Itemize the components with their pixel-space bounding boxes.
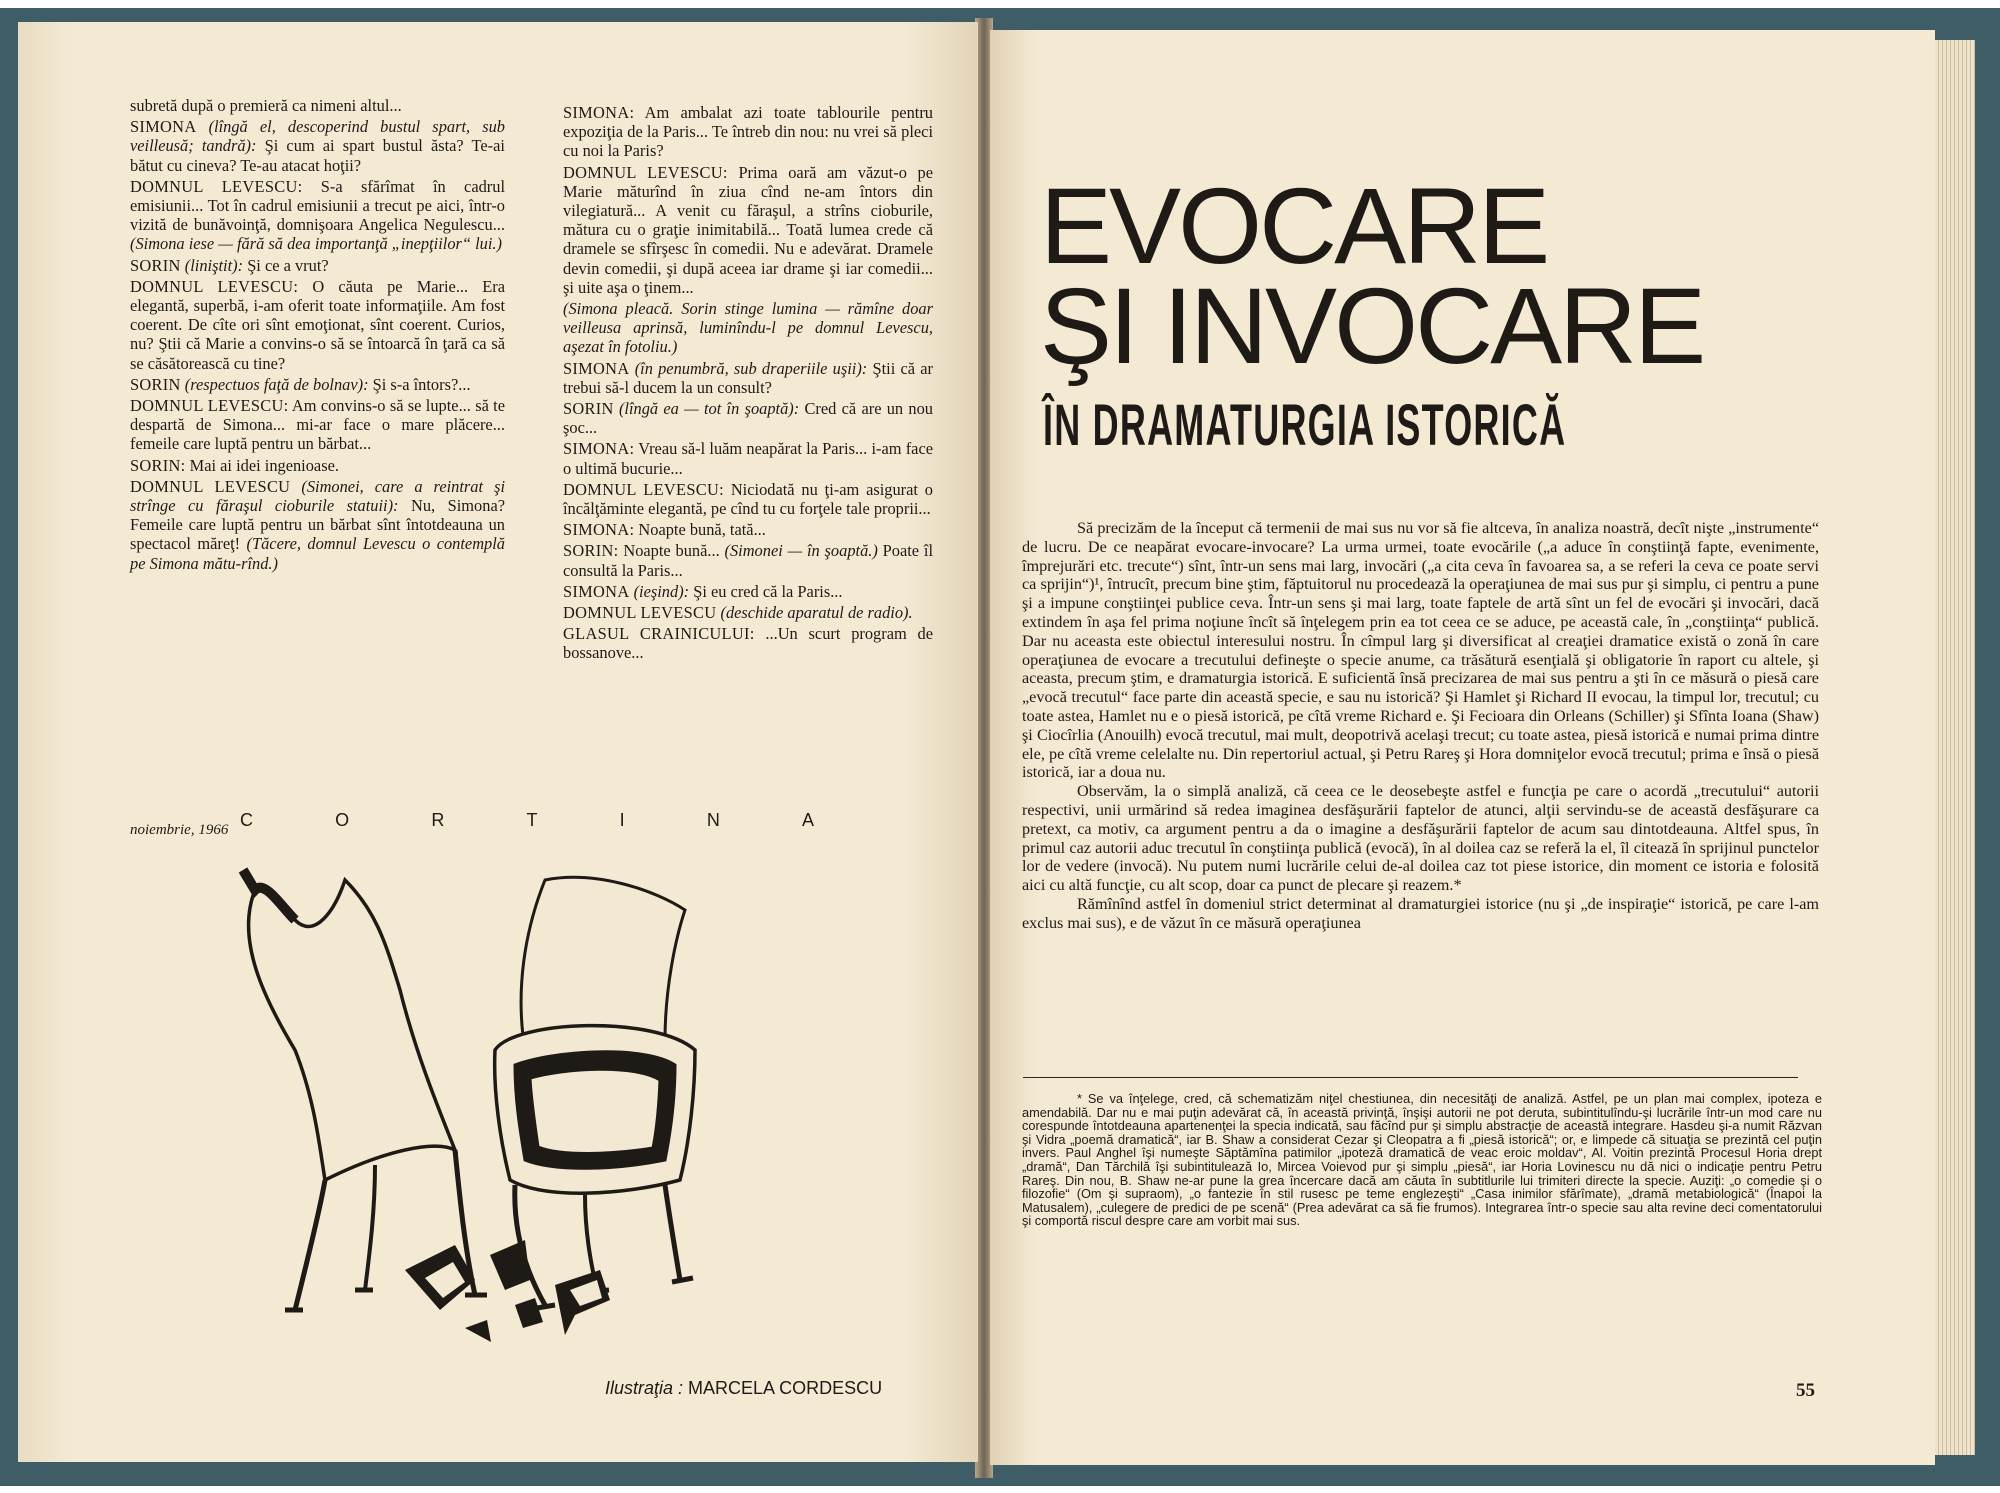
dialogue-text: Am convins-o să se lupte... să te despartă de Simona... mi-ar face o mare plăcere... femeile care luptă pentru un bărbat... bbox=[130, 396, 506, 454]
dialogue-line bbox=[563, 603, 933, 622]
speaker-name: DOMNUL LEVESCU: bbox=[130, 276, 299, 296]
dialogue-text: Am ambalat azi toate tablourile pentru expoziţia de la Paris... Te întreb din nou: nu vrei să pleci cu noi la Paris? bbox=[563, 103, 933, 161]
stage-direction: (Tăcere, domnul Levescu o contemplă pe Simona mătu-rînd.) bbox=[130, 534, 505, 573]
speaker-name: SORIN bbox=[130, 374, 181, 394]
date-line: noiembrie, 1966 bbox=[130, 822, 229, 838]
stage-direction: (în penumbră, sub draperiile uşii): bbox=[634, 358, 868, 378]
dialogue-line bbox=[130, 456, 505, 475]
speaker-name: DOMNUL LEVESCU: bbox=[563, 162, 728, 182]
speaker-name: DOMNUL LEVESCU: bbox=[130, 176, 303, 196]
cortina-letter: N bbox=[706, 810, 721, 830]
dialogue-text: subretă după o premieră ca nimeni altul... bbox=[130, 96, 402, 115]
dialogue-text: Şi ce a vrut? bbox=[247, 255, 329, 275]
dialogue-line bbox=[563, 541, 933, 579]
dialogue-line bbox=[563, 439, 933, 477]
stage-direction: (Simonei — în şoaptă.) bbox=[724, 541, 878, 561]
speaker-name: SIMONA bbox=[563, 358, 630, 378]
dialogue-line bbox=[563, 624, 933, 662]
speaker-name: DOMNUL LEVESCU bbox=[130, 476, 291, 496]
play-text-column-1 bbox=[130, 96, 505, 575]
dialogue-text: Ştii că ar trebui să-l ducem la un consult? bbox=[563, 358, 933, 397]
stage-direction: (lîngă ea — tot în şoaptă): bbox=[618, 399, 800, 419]
dialogue-text: Noapte bună, tată... bbox=[638, 520, 766, 540]
speaker-name: SIMONA: bbox=[563, 103, 635, 122]
left-chair bbox=[243, 870, 487, 1310]
dialogue-text: Vreau să-l luăm neapărat la Paris... i-am face o ultimă bucurie... bbox=[563, 439, 934, 478]
dialogue-line bbox=[563, 103, 933, 161]
article-paragraph: Observăm, la o simplă analiză, că ceea ce le deosebeşte astfel e funcţia pe care o acordă „trecutului“ autorii respectivi, unii urmărind să redea imaginea desfăşurării faptelor de atunci, alţii servindu-se de această desfăşurare ca pretext, ca motiv, ca argument pentru a da o imagine a desfăşurării faptelor de acum sau dintotdeauna. Altfel spus, în primul caz autorii aduc trecutul în conştiinţa publică (evocă), în al doilea caz se referă la el, îl citează în sprijinul punctelor lor de vedere (invocă). Nu putem numi lucrările celui de-al doilea caz tot piese istorice, din moment ce istoria e folosită aici cu altă funcţie, cu alt scop, doar ca punct de plecare şi reazem.* bbox=[1022, 782, 1819, 895]
dialogue-line bbox=[130, 256, 505, 275]
credit-label: Ilustraţia : bbox=[605, 1378, 684, 1398]
article-paragraph: Rămînînd astfel în domeniul strict determinat al dramaturgiei istorice (nu şi „de inspiraţie“ istorică, pe care l-am exclus mai sus), e de văzut în ce măsură operaţiunea bbox=[1022, 894, 1819, 932]
speaker-name: GLASUL CRAINICULUI: bbox=[563, 624, 755, 644]
credit-name: MARCELA CORDESCU bbox=[688, 1378, 883, 1398]
speaker-name: SIMONA: bbox=[563, 439, 635, 459]
speaker-name: SORIN: bbox=[563, 541, 619, 561]
dialogue-line bbox=[130, 375, 505, 394]
dialogue-line bbox=[563, 520, 933, 539]
stage-direction: (Simona pleacă. Sorin stinge lumina — rămîne doar veilleusa aprinsă, luminîndu-l pe domnul Levescu, aşezat în fotoliu.) bbox=[563, 299, 933, 357]
dialogue-line bbox=[130, 117, 505, 175]
cortina-spaced bbox=[240, 810, 815, 831]
stage-direction: (Simona iese — fără să dea importanţă „inepţiilor“ lui.) bbox=[130, 234, 502, 254]
dialogue-line bbox=[563, 582, 933, 601]
speaker-name: SORIN: bbox=[130, 455, 186, 475]
dialogue-line bbox=[130, 477, 505, 573]
speaker-name: SIMONA bbox=[563, 581, 630, 601]
dialogue-text: Şi s-a întors?... bbox=[372, 374, 471, 394]
stage-direction: (deschide aparatul de radio). bbox=[720, 603, 913, 623]
footnote bbox=[1022, 1092, 1822, 1228]
dialogue-line bbox=[563, 399, 933, 437]
article-title-line-1: EVOCARE bbox=[1040, 165, 1548, 286]
dialogue-text: S-a sfărîmat în cadrul emisiunii... Tot în cadrul emisiunii a trecut pe aici, într-o vizită de bunăvoinţă, domnişoara Angelica Negulescu... bbox=[130, 176, 506, 235]
dialogue-text: O căuta pe Marie... Era elegantă, superbă, i-am oferit toate informaţiile. Am fost coerent. De cîte ori sînt emoţionat, sînt coerent. Curios, nu? Ştii că Marie a convins-o să se întoarcă în ţară ca să se căsătorească cu tine? bbox=[130, 276, 506, 373]
cortina-letter: O bbox=[335, 810, 351, 830]
dialogue-text: Cred că are un nou şoc... bbox=[563, 399, 933, 438]
cortina-letter: A bbox=[801, 810, 815, 830]
dialogue-line bbox=[130, 96, 505, 115]
stage-direction: (respectuos faţă de bolnav): bbox=[184, 374, 369, 394]
speaker-name: SIMONA: bbox=[563, 520, 635, 540]
stage-direction: (lîngă el, descoperind bustul spart, sub veilleusă; tandră): bbox=[130, 117, 505, 156]
stage-direction: (liniştit): bbox=[184, 255, 244, 275]
footnote-text: * Se va înţelege, cred, că schematizăm niţel chestiunea, din necesităţi de analiză. Astfel, pe un plan mai complex, ipoteza e amendabilă. Dar nu e mai puţin adevărat că, în această privinţă, înşişi autorii ne pot deruta, subintitulîndu-şi lucrările într-un mod care nu corespunde întotdeauna apartenenţei la specia indicată, sau făcînd pur şi simplu abstracţie de această integrare. Hasdeu şi-a numit Răzvan şi Vidra „poemă dramatică“, iar B. Shaw a considerat Cezar şi Cleopatra a fi „piesă istorică“; or, e limpede că situaţia se prezintă cel puţin invers. Paul Anghel îşi numeşte Săptămîna patimilor „ipoteză dramatică de veac eroic moldav“, Al. Voitin prezintă Procesul Horia drept „dramă“, Dan Tărchilă îşi subintitulează Io, Mircea Voievod pur şi simplu „piesă“, iar Horia Lovinescu nu dă nici o indicaţie pentru Petru Rareş. Din nou, B. Shaw ne-ar pune la grea încercare dacă am căuta în subtitlurile lui trimiteri directe la specie. Auziţi: „o comedie şi o filozofie“ (Om şi supraom), „o fantezie în stil rusesc pe teme englezeşti“ „Casa inimilor sfărîmate), „dramă metabiologică“ (Înapoi la Matusalem), „culegere de predici de pe scenă“ (Prea adevărat ca să fie frumos). Integrarea într-o specie sau alta revine deci comentatorului şi comportă riscul despre care am vorbit mai sus. bbox=[1022, 1091, 1822, 1229]
dialogue-text: Noapte bună... bbox=[623, 541, 720, 561]
cortina-letter: I bbox=[619, 810, 626, 830]
dialogue-line bbox=[563, 480, 933, 518]
dialogue-line bbox=[563, 359, 933, 397]
dialogue-line bbox=[130, 177, 505, 254]
dialogue-line bbox=[130, 396, 505, 454]
dialogue-text: Niciodată nu ţi-am asigurat o încălţăminte elegantă, pe cînd tu cu forţele tale proprii... bbox=[563, 479, 933, 519]
dialogue-line bbox=[563, 299, 933, 357]
dialogue-text: Şi cum ai spart bustul ăsta? Te-ai bătut cu cineva? Te-au atacat hoţii? bbox=[130, 136, 505, 175]
speaker-name: SIMONA bbox=[130, 117, 197, 137]
dialogue-text: ...Un scurt program de bossanove... bbox=[563, 624, 933, 663]
broken-shards bbox=[405, 1240, 610, 1342]
dialogue-text: Poate îl consultă la Paris... bbox=[563, 541, 933, 580]
illustration-credit bbox=[605, 1378, 882, 1399]
cortina-letter: R bbox=[431, 810, 446, 830]
cortina-letter: C bbox=[240, 810, 254, 830]
cortina-letter: T bbox=[526, 810, 539, 830]
article-paragraph: Să precizăm de la început că termenii de mai sus nu vor să fie altceva, în analiza noastră, decît nişte „instrumente“ de lucru. De ce neapărat evocare-invocare? La urma urmei, toate evocările („a aduce în conştiinţă fapte, evenimente, împrejurări etc. trecute“) sînt, într-un sens mai larg, invocări („a cita ceva în favoarea sa, a se referi la ceva ce poate servi ca sprijin“)¹, întrucît, precum bine ştim, făptuitorul nu procedează la operaţiunea de mai sus pur şi simplu, ci pentru a pune şi a impune conştiinţei publice ceva. Într-un sens şi mai larg, toate faptele de artă sînt un fel de evocări şi invocări, dacă extindem în aşa fel prima noţiune încît să înţelegem prin ea tot ceea ce se aduce, pe această cale, în „conştiinţa“ publică. Dar nu aceasta este obiectul interesului nostru. În cîmpul larg şi diversificat al creaţiei dramatice există o zonă în care operaţiunea de evocare a trecutului defineşte o specie anume, ca trăsătură esenţială şi obligatorie în raport cu altele, şi aceasta, precum ştim, e dramaturgia istorică. E suficientă însă precizarea de mai sus pentru a şti în ce măsură o piesă care „evocă trecutul“ face parte din această specie, e sau nu istorică? Şi Hamlet şi Richard II evocau, la timpul lor, trecutul; cu toate astea, Hamlet nu e o piesă istorică, pe cîtă vreme Richard e. Şi Fecioara din Orleans (Schiller) şi Sfînta Ioana (Shaw) şi Ciocîrlia (Anouilh) evocă trecutul, mai mult, deopotrivă acelaşi trecut; cu toate astea, piesă istorică e numai prima dintre ele, pe cîtă vreme celelalte nu. Din repertoriul actual, şi Petru Rareş şi Hora domniţelor evocă trecutul; prima e însă o piesă istorică, iar a doua nu. bbox=[1022, 519, 1819, 782]
chairs-illustration bbox=[225, 850, 875, 1390]
article-subtitle: ÎN DRAMATURGIA ISTORICĂ bbox=[1043, 393, 1567, 458]
page-edges bbox=[1935, 40, 1975, 1455]
dialogue-line bbox=[563, 163, 933, 297]
dialogue-text: Şi eu cred că la Paris... bbox=[693, 581, 843, 601]
dialogue-line bbox=[130, 277, 505, 373]
dialogue-text: Nu, Simona? Femeile care luptă pentru un bărbat sînt întotdeauna un spectacol măreţ! bbox=[130, 496, 505, 554]
speaker-name: DOMNUL LEVESCU: bbox=[130, 396, 289, 416]
stage-direction: (Simonei, care a reintrat şi strînge cu făraşul cioburile statuii): bbox=[130, 476, 505, 516]
speaker-name: DOMNUL LEVESCU: bbox=[563, 479, 724, 499]
speaker-name: DOMNUL LEVESCU bbox=[563, 603, 717, 623]
article-title-line-2: ŞI INVOCARE bbox=[1040, 265, 1704, 386]
stage-direction: (ieşind): bbox=[633, 581, 690, 601]
dialogue-text: Mai ai idei ingenioase. bbox=[189, 455, 339, 475]
dialogue-text: Prima oară am văzut-o pe Marie măturînd în ziua cînd ne-am întors din vilegiatură... A venit cu făraşul, a strîns cioburile, mătura cu o graţie inimitabilă... Toată lumea crede că dramele se sfîrşesc în comedii. Nu e adevărat. Dramele devin comedii, şi după aceea iar drame şi iar comedii... şi uite aşa o ţinem... bbox=[563, 162, 934, 297]
play-text-column-2 bbox=[563, 103, 933, 665]
page-number: 55 bbox=[1796, 1380, 1815, 1401]
footnote-rule bbox=[1023, 1077, 1798, 1078]
article-body bbox=[1022, 519, 1819, 933]
speaker-name: SORIN bbox=[130, 255, 181, 275]
speaker-name: SORIN bbox=[563, 399, 614, 419]
